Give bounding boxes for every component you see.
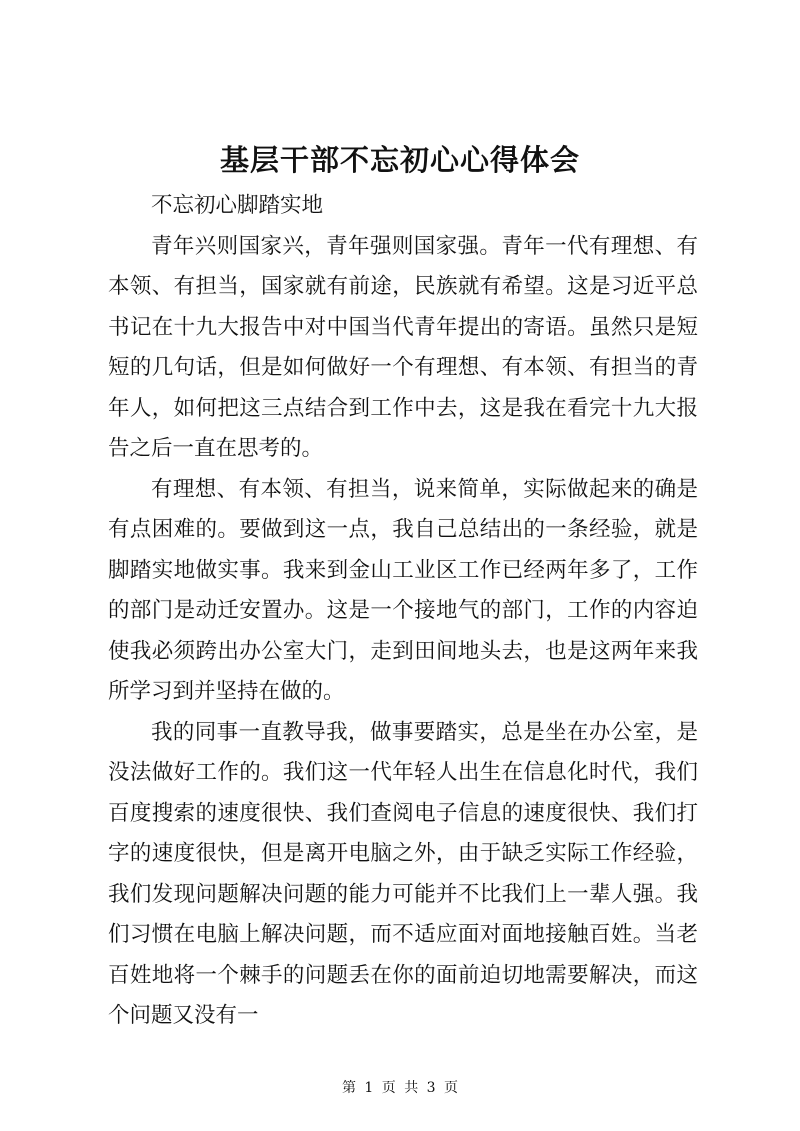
document-body bbox=[108, 186, 698, 1037]
page-footer: 第 1 页 共 3 页 bbox=[341, 1080, 459, 1096]
body-paragraph-3: 我的同事一直教导我，做事要踏实，总是坐在办公室，是没法做好工作的。我们这一代年轻人出生在信息化时代，我们百度搜索的速度很快、我们查阅电子信息的速度很快、我们打字的速度很快，但是离开电脑之外，由于缺乏实际工作经验，我们发现问题解决问题的能力可能并不比我们上一辈人强。我们习惯在电脑上解决问题，而不适应面对面地接触百姓。当老百姓地将一个棘手的问题丢在你的面前迫切地需要解决，而这个问题又没有一 bbox=[108, 719, 698, 1028]
document-title: 基层干部不忘初心心得体会 bbox=[219, 143, 580, 177]
body-paragraph-2: 有理想、有本领、有担当，说来简单，实际做起来的确是有点困难的。要做到这一点，我自己总结出的一条经验，就是脚踏实地做实事。我来到金山工业区工作已经两年多了，工作的部门是动迁安置办。这是一个接地气的部门，工作的内容迫使我必须跨出办公室大门，走到田间地头去，也是这两年来我所学习到并坚持在做的。 bbox=[108, 476, 698, 704]
body-paragraph-1: 青年兴则国家兴，青年强则国家强。青年一代有理想、有本领、有担当，国家就有前途，民族就有希望。这是习近平总书记在十九大报告中对中国当代青年提出的寄语。虽然只是短短的几句话，但是如何做好一个有理想、有本领、有担当的青年人，如何把这三点结合到工作中去，这是我在看完十九大报告之后一直在思考的。 bbox=[108, 233, 698, 461]
document-subtitle: 不忘初心脚踏实地 bbox=[151, 193, 324, 218]
